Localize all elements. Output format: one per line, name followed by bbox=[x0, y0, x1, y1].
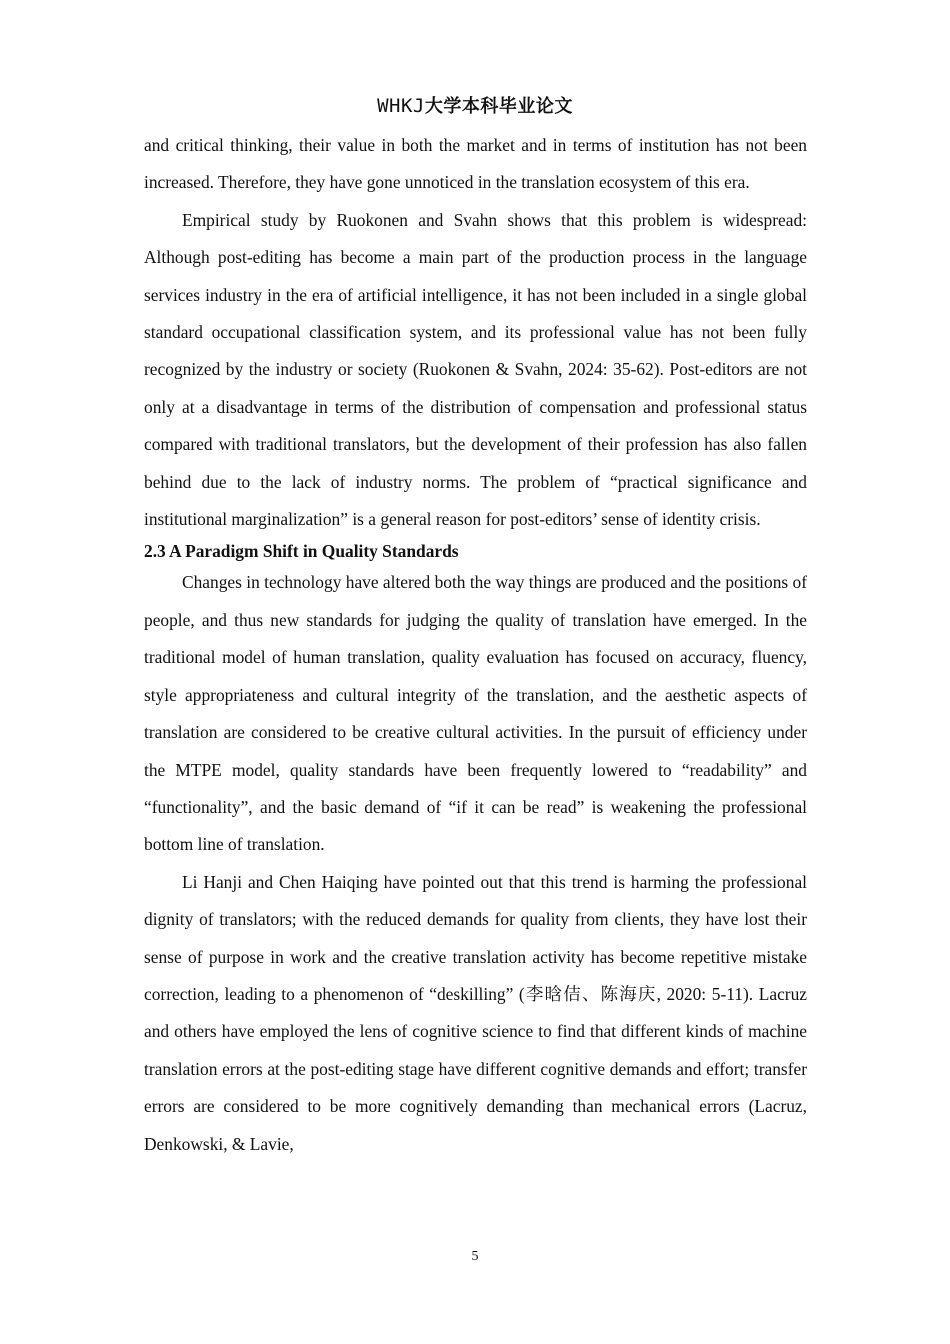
header-institution-code: WHKJ bbox=[377, 95, 425, 117]
paragraph-ruokonen-svahn: Empirical study by Ruokonen and Svahn shows that this problem is widespread: Although post-editing has become a main part of the production process in the language services industry in the era of artificial intelligence, it has not been included in a single global standard occupational classification system, and its professional value has not been fully recognized by the industry or society (Ruokonen & Svahn, 2024: 35-62). Post-editors are not only at a disadvantage in terms of the distribution of compensation and professional status compared with traditional translators, but the development of their profession has also fallen behind due to the lack of industry norms. The problem of “practical significance and institutional marginalization” is a general reason for post-editors’ sense of identity crisis. bbox=[144, 209, 807, 530]
paragraph-quality-standards: Changes in technology have altered both the way things are produced and the positions of people, and thus new standards for judging the quality of translation have emerged. In the traditional model of human translation, quality evaluation has focused on accuracy, fluency, style appropriateness and cultural integrity of the translation, and the aesthetic aspects of translation are considered to be creative cultural activities. In the pursuit of efficiency under the MTPE model, quality standards have been frequently lowered to “readability” and “functionality”, and the basic demand of “if it can be read” is weakening the professional bottom line of translation. bbox=[144, 572, 807, 855]
body-text bbox=[144, 127, 807, 1163]
paragraph-continued: and critical thinking, their value in both the market and in terms of institution has not been increased. Therefore, they have gone unnoticed in the translation ecosystem of this era. bbox=[144, 135, 807, 193]
section-heading: 2.3 A Paradigm Shift in Quality Standards bbox=[144, 541, 459, 562]
header-thesis-title: 大学本科毕业论文 bbox=[424, 96, 573, 117]
page-header bbox=[0, 92, 950, 121]
page-number: 5 bbox=[471, 1249, 479, 1264]
paragraph-deskilling: Li Hanji and Chen Haiqing have pointed out that this trend is harming the professional dignity of translators; with the reduced demands for quality from clients, they have lost their sense of purpose in work and the creative translation activity has become repetitive mistake correction, leading to a phenomenon of “deskilling” (李晗佶、陈海庆, 2020: 5-11). Lacruz and others have employed the lens of cognitive science to find that different kinds of machine translation errors at the post-editing stage have different cognitive demands and effort; transfer errors are considered to be more cognitively demanding than mechanical errors (Lacruz, Denkowski, & Lavie, bbox=[144, 871, 807, 1154]
